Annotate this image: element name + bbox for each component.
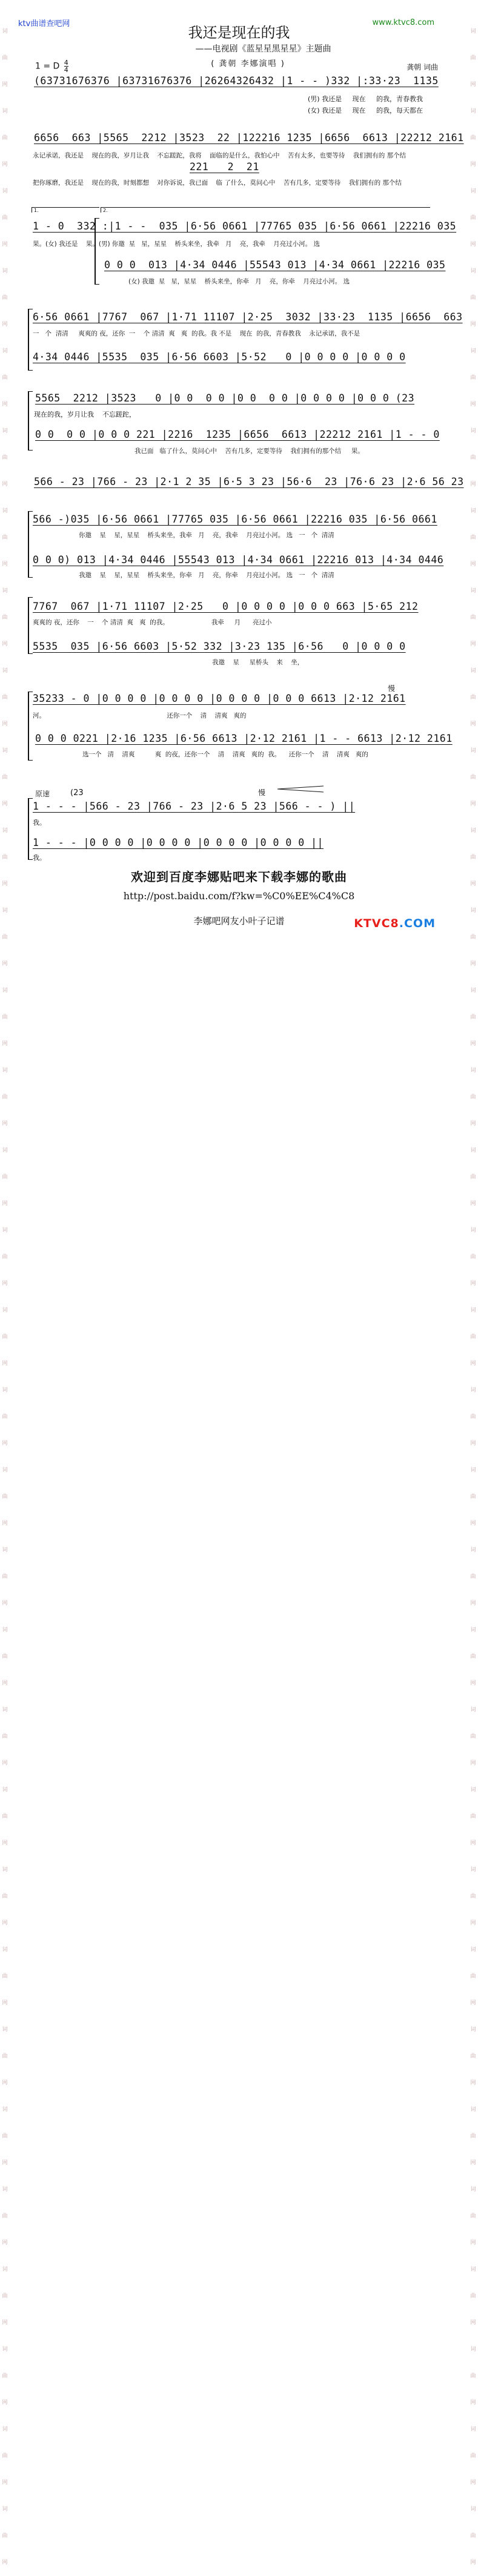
score-row-10-lyric-female: 我。 — [33, 854, 46, 862]
score-row-8-lyric-female: 我邀 星 星桥头 来 坐， — [212, 659, 304, 666]
volta-first: 1. — [32, 207, 99, 213]
score-row-3-lyric-male: 果。(女) 我还是 果。(男) 你邀 星 星，星星 桥头来坐，我牵 月 亮，我牵 月亮过小河。 选 — [33, 240, 320, 248]
score-row-2-alt-notes: 221 2 21 — [190, 161, 259, 173]
site-link-left[interactable]: ktv曲谱查吧网 — [18, 19, 70, 28]
logo-part-com: .COM — [399, 917, 436, 930]
time-signature — [64, 59, 68, 73]
watermark-column-left: 词曲网词曲网词曲网词曲网词曲网词曲网词曲网词曲网词曲网词曲网词曲网词曲网词曲网词曲网词曲网词曲网词曲网词曲网词曲网词曲网词曲网词曲网词曲网词曲网词曲网词曲网词曲网词曲网词曲网词曲网词曲网词曲网 — [2, 28, 8, 2566]
score-row-7-notes-female: 0 0 0) 013 |4·34 0446 |55543 013 |4·34 0661 |22216 013 |4·34 0446 — [33, 554, 444, 566]
score-row-10-lyric-male: 我。 — [33, 819, 46, 827]
footer-credit: 李娜吧网友小叶子记谱 — [193, 916, 285, 926]
score-row-9-lyric-female: 选一个 清 清爽 爽 的夜，还你一个 清 清爽 爽的 我。 还你一个 清 清爽 爽的 — [82, 751, 368, 758]
score-row-3-lyric-female: (女) 我邀 星 星，星星 桥头来坐，你牵 月 亮，你牵 月亮过小河。 选 — [128, 278, 350, 285]
score-row-5-lyric-female: 我已面 临了什么，莫问心中 苦有几多，定要等待 我们拥有的那个结 果。 — [134, 447, 364, 455]
score-row-10-notes-male: 1 - - - |566 - 23 |766 - 23 |2·6 5 23 |566 - - ) || — [33, 801, 356, 812]
singers: ( 龚朝 李娜演唱 ) — [211, 59, 285, 68]
score-row-5-notes-male: 5565 2212 |3523 0 |0 0 0 0 |0 0 0 0 |0 0 0 0 |0 0 0 (23 — [35, 392, 415, 404]
tempo-mark-slow-1: 慢 — [388, 684, 396, 693]
logo-part-c8: C8 — [381, 917, 399, 930]
score-row-9-lyric-male: 河。 还你一个 清 清爽 爽的 — [33, 712, 247, 719]
system-brace-row-5 — [28, 391, 33, 451]
key-label: 1 = D — [35, 61, 60, 71]
score-row-5-notes-female: 0 0 0 0 |0 0 0 221 |2216 1235 |6656 6613 |22212 2161 |1 - - 0 — [35, 429, 440, 440]
song-subtitle: ——电视剧《蓝星星黑星星》主题曲 — [195, 44, 331, 54]
score-row-1-lyric-male: (男) 我还是 现在 的我，青春教我 — [308, 95, 423, 103]
site-link-right[interactable]: www.ktvc8.com — [372, 18, 434, 27]
score-row-2-lyric-b: 把你琢磨，我还是 现在的我，时刻都想 对你诉说，我已面 临 了什么，莫问心中 苦有几多，定要等待 我们拥有的 那个结 — [33, 179, 402, 187]
tempo-mark-original: 原速 — [35, 790, 50, 798]
score-row-8-lyric-male: 爽爽的 夜，还你 一 个 清清 爽 爽 的我。 我牵 月 亮过小 — [33, 619, 272, 626]
score-row-8-notes-female: 5535 035 |6·56 6603 |5·52 332 |3·23 135 |6·56 0 |0 0 0 0 — [33, 641, 406, 652]
decrescendo-hairpin — [276, 785, 325, 793]
volta-second: 2. — [101, 207, 430, 213]
score-row-6-notes: 566 - 23 |766 - 23 |2·1 2 35 |6·5 3 23 |56·6 23 |76·6 23 |2·6 56 23 — [34, 476, 464, 487]
score-row-4-lyric-male: 一 个 清清 爽爽的 夜，还你 一 个 清清 爽 爽 的我。我 不是 现在 的我，青春教我 永记承诺，我不是 — [33, 330, 360, 337]
score-row-1-lyric-female: (女) 我还是 现在 的我，每天都在 — [308, 107, 423, 114]
watermark-column-right: 词曲网词曲网词曲网词曲网词曲网词曲网词曲网词曲网词曲网词曲网词曲网词曲网词曲网词曲网词曲网词曲网词曲网词曲网词曲网词曲网词曲网词曲网词曲网词曲网词曲网词曲网词曲网词曲网词曲网词曲网词曲网词曲网 — [470, 28, 476, 2566]
time-denominator: 4 — [64, 66, 68, 74]
score-row-3-notes-male: 1 - 0 332 :|1 - - 035 |6·56 0661 |77765 035 |6·56 0661 |22216 035 — [33, 220, 457, 232]
system-brace-row-8 — [28, 597, 33, 654]
score-row-8-notes-male: 7767 067 |1·71 11107 |2·25 0 |0 0 0 0 |0 0 0 663 |5·65 212 — [33, 601, 419, 612]
score-row-10-notes-female: 1 - - - |0 0 0 0 |0 0 0 0 |0 0 0 0 |0 0 0 0 || — [33, 837, 324, 848]
system-brace-row-7 — [28, 511, 33, 578]
score-row-5-lyric-male: 现在的我，岁月让我 不忘蹉跎， — [34, 411, 136, 418]
author-credit: 龚朝 词曲 — [407, 63, 438, 71]
score-row-7-notes-male: 566 -)035 |6·56 0661 |77765 035 |6·56 0661 |22216 035 |6·56 0661 — [33, 514, 437, 525]
footer-url[interactable]: http://post.baidu.com/f?kw=%C0%EE%C4%C8 — [123, 890, 355, 902]
system-brace-row-10 — [28, 798, 33, 860]
score-row-4-notes-male: 6·56 0661 |7767 067 |1·71 11107 |2·25 3032 |33·23 1135 |6656 663 — [33, 311, 463, 323]
ktvc8-logo — [354, 917, 436, 930]
pickup-notes: (23 — [70, 788, 84, 798]
key-signature — [35, 59, 68, 73]
score-row-2-notes: 6656 663 |5565 2212 |3523 22 |122216 1235 |6656 6613 |22212 2161 — [34, 132, 464, 144]
score-row-1-notes: (63731676376 |63731676376 |26264326432 |1 - - )332 |:33·23 1135 — [34, 75, 439, 87]
score-row-9-notes-female: 0 0 0 0221 |2·16 1235 |6·56 6613 |2·12 2161 |1 - - 6613 |2·12 2161 — [35, 733, 453, 744]
system-brace-row-9 — [28, 692, 33, 761]
song-title: 我还是现在的我 — [188, 24, 290, 41]
system-brace-row-4 — [28, 309, 33, 371]
footer-welcome: 欢迎到百度李娜贴吧来下载李娜的歌曲 — [131, 870, 347, 884]
score-row-9-notes-male: 35233 - 0 |0 0 0 0 |0 0 0 0 |0 0 0 0 |0 0 0 6613 |2·12 2161 — [33, 693, 406, 704]
logo-part-ktv: KTV — [354, 917, 382, 930]
score-row-2-lyric-a: 永记承诺，我还是 现在的我，岁月让我 不忘蹉跎，我将 面临的是什么，我怕心中 苦有太多，也要等待 我们拥有的 那个结 — [33, 152, 407, 159]
score-row-7-lyric-female: 我邀 星 星，星星 桥头来坐，你牵 月 亮，你牵 月亮过小河。 选 一 个 清清 — [79, 572, 334, 579]
score-row-3-notes-female: 0 0 0 013 |4·34 0446 |55543 013 |4·34 0661 |22216 035 — [104, 259, 446, 271]
tempo-mark-slow-2: 慢 — [258, 788, 266, 797]
score-row-7-lyric-male: 你邀 星 星，星星 桥头来坐，我牵 月 亮，我牵 月亮过小河。 选 一 个 清清 — [79, 532, 334, 539]
time-numerator: 4 — [64, 59, 68, 67]
score-row-4-notes-female: 4·34 0446 |5535 035 |6·56 6603 |5·52 0 |0 0 0 0 |0 0 0 0 — [33, 351, 406, 363]
